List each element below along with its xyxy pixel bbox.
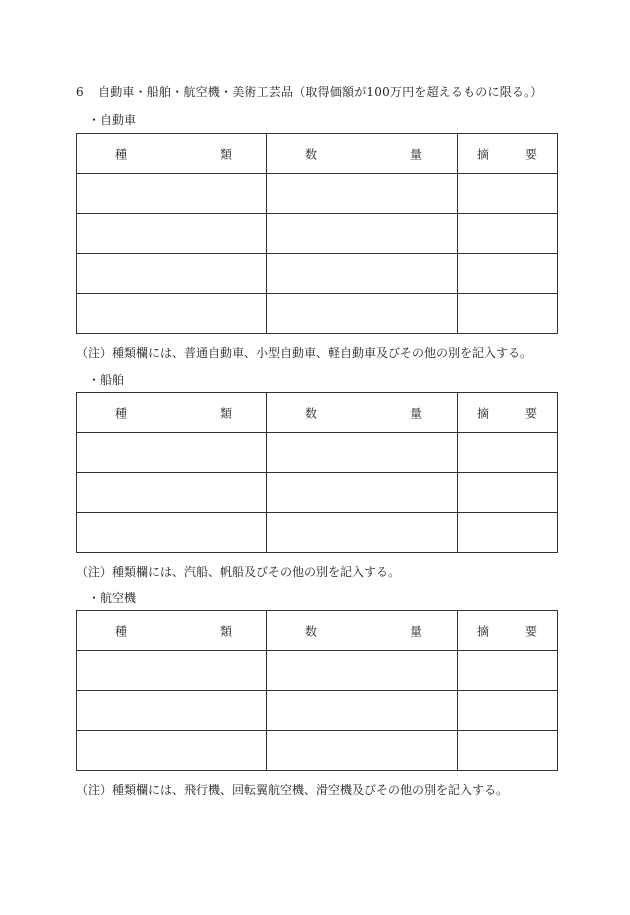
table-row — [77, 691, 558, 731]
remarks-cell[interactable] — [458, 513, 558, 553]
automobile-table — [76, 133, 558, 334]
table-row — [77, 174, 558, 214]
column-header-type: 種 類 — [77, 134, 267, 174]
remarks-cell[interactable] — [458, 174, 558, 214]
table-row — [77, 651, 558, 691]
remarks-cell[interactable] — [458, 433, 558, 473]
table-row — [77, 473, 558, 513]
note-text: 種類欄には、汽船、帆船及びその他の別を記入する。 — [112, 565, 401, 579]
ship-table — [76, 392, 558, 553]
quantity-cell[interactable] — [267, 433, 458, 473]
column-header-remarks: 摘 要 — [458, 611, 558, 651]
quantity-cell[interactable] — [267, 254, 458, 294]
type-cell[interactable] — [77, 513, 267, 553]
column-header-quantity: 数 量 — [267, 393, 458, 433]
type-cell[interactable] — [77, 433, 267, 473]
table-header-row — [77, 611, 558, 651]
note-tag: （注） — [76, 783, 113, 797]
type-cell[interactable] — [77, 174, 267, 214]
type-cell[interactable] — [77, 731, 267, 771]
type-cell[interactable] — [77, 294, 267, 334]
column-header-quantity: 数 量 — [267, 134, 458, 174]
ship-note — [76, 563, 400, 580]
subsection-title-aircraft: ・航空機 — [88, 591, 137, 605]
table-row — [77, 433, 558, 473]
aircraft-note — [76, 781, 508, 798]
subsection-title-automobile: ・自動車 — [88, 113, 137, 127]
type-cell[interactable] — [77, 214, 267, 254]
note-text: 種類欄には、飛行機、回転翼航空機、滑空機及びその他の別を記入する。 — [112, 783, 509, 797]
remarks-cell[interactable] — [458, 731, 558, 771]
aircraft-table — [76, 610, 558, 771]
remarks-cell[interactable] — [458, 473, 558, 513]
table-row — [77, 214, 558, 254]
quantity-cell[interactable] — [267, 174, 458, 214]
note-text: 種類欄には、普通自動車、小型自動車、軽自動車及びその他の別を記入する。 — [112, 346, 533, 360]
type-cell[interactable] — [77, 651, 267, 691]
quantity-cell[interactable] — [267, 214, 458, 254]
column-header-remarks: 摘 要 — [458, 134, 558, 174]
remarks-cell[interactable] — [458, 691, 558, 731]
table-header-row — [77, 134, 558, 174]
quantity-cell[interactable] — [267, 731, 458, 771]
remarks-cell[interactable] — [458, 254, 558, 294]
quantity-cell[interactable] — [267, 513, 458, 553]
section-heading — [76, 83, 543, 100]
column-header-type: 種 類 — [77, 611, 267, 651]
section-number: 6 — [76, 85, 84, 99]
type-cell[interactable] — [77, 473, 267, 513]
automobile-note — [76, 344, 532, 361]
subsection-title-ship: ・船舶 — [88, 373, 125, 387]
table-row — [77, 513, 558, 553]
column-header-type: 種 類 — [77, 393, 267, 433]
quantity-cell[interactable] — [267, 294, 458, 334]
quantity-cell[interactable] — [267, 691, 458, 731]
quantity-cell[interactable] — [267, 473, 458, 513]
table-row — [77, 294, 558, 334]
table-row — [77, 731, 558, 771]
column-header-remarks: 摘 要 — [458, 393, 558, 433]
note-tag: （注） — [76, 565, 113, 579]
table-header-row — [77, 393, 558, 433]
remarks-cell[interactable] — [458, 651, 558, 691]
section-heading-text: 自動車・船舶・航空機・美術工芸品（取得価額が100万円を超えるものに限る。） — [98, 85, 543, 99]
type-cell[interactable] — [77, 691, 267, 731]
quantity-cell[interactable] — [267, 651, 458, 691]
table-row — [77, 254, 558, 294]
remarks-cell[interactable] — [458, 214, 558, 254]
type-cell[interactable] — [77, 254, 267, 294]
remarks-cell[interactable] — [458, 294, 558, 334]
column-header-quantity: 数 量 — [267, 611, 458, 651]
note-tag: （注） — [76, 346, 113, 360]
